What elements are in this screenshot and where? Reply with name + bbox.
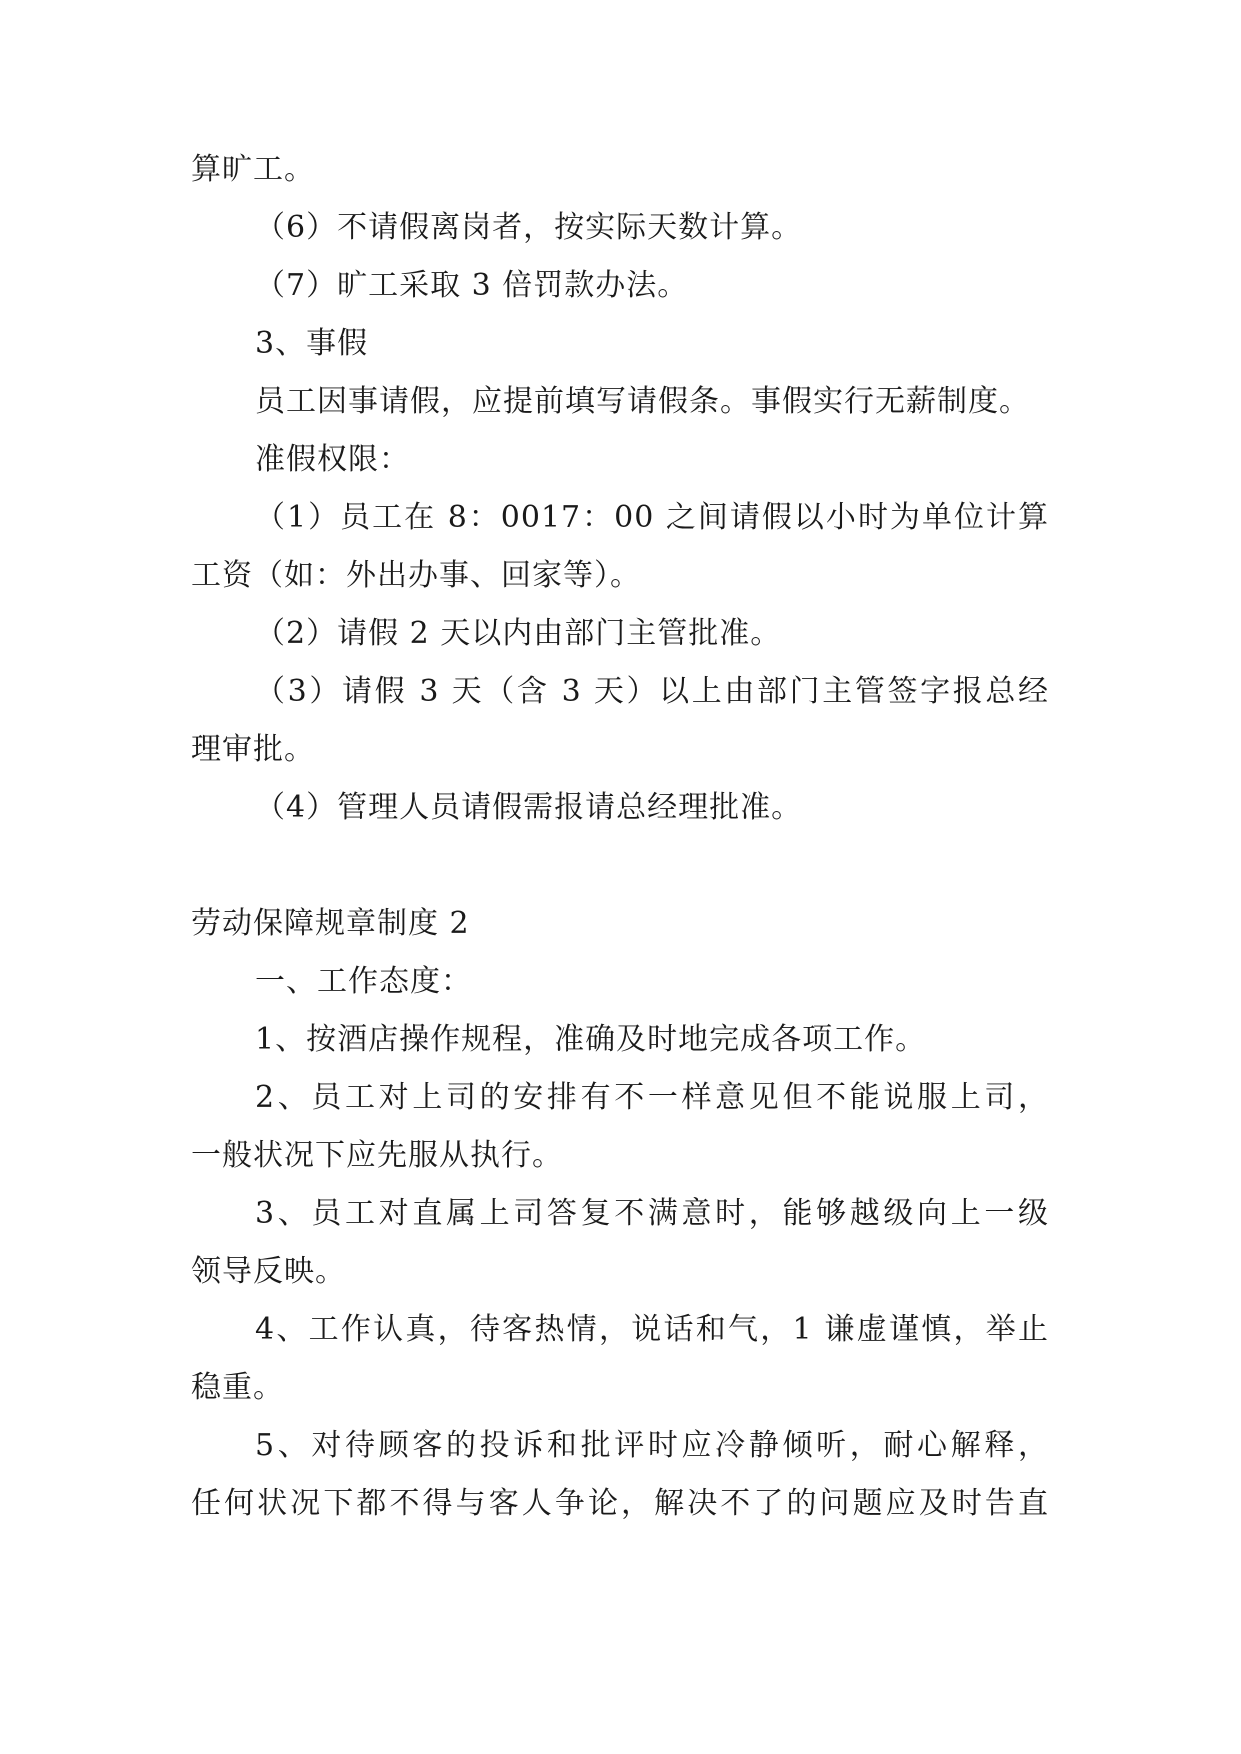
text-line: 4、工作认真，待客热情，说话和气，1 谦虚谨慎，举止 bbox=[255, 1312, 1049, 1347]
text-line: 一般状况下应先服从执行。 bbox=[191, 1138, 563, 1173]
text-line: （6）不请假离岗者，按实际天数计算。 bbox=[255, 210, 803, 245]
text-line: （3）请假 3 天（含 3 天）以上由部门主管签字报总经 bbox=[255, 674, 1049, 709]
text-line: 1、按酒店操作规程，准确及时地完成各项工作。 bbox=[255, 1022, 927, 1057]
text-line: 2、员工对上司的安排有不一样意见但不能说服上司， bbox=[255, 1080, 1049, 1115]
text-line: 一、工作态度： bbox=[255, 964, 472, 999]
text-line: 算旷工。 bbox=[191, 152, 315, 187]
text-line: 领导反映。 bbox=[191, 1254, 346, 1289]
text-line: （1）员工在 8：0017：00 之间请假以小时为单位计算 bbox=[255, 500, 1049, 535]
text-line: 3、员工对直属上司答复不满意时，能够越级向上一级 bbox=[255, 1196, 1049, 1231]
section-title: 劳动保障规章制度 2 bbox=[191, 906, 470, 941]
text-line: 稳重。 bbox=[191, 1370, 284, 1405]
text-line: 5、对待顾客的投诉和批评时应冷静倾听，耐心解释， bbox=[255, 1428, 1049, 1463]
text-line: 准假权限： bbox=[255, 442, 410, 477]
text-line: 员工因事请假，应提前填写请假条。事假实行无薪制度。 bbox=[255, 384, 1030, 419]
text-line: （4）管理人员请假需报请总经理批准。 bbox=[255, 790, 803, 825]
text-line: 3、事假 bbox=[255, 326, 369, 361]
text-line: 理审批。 bbox=[191, 732, 315, 767]
text-line: （2）请假 2 天以内由部门主管批准。 bbox=[255, 616, 782, 651]
text-line: 任何状况下都不得与客人争论，解决不了的问题应及时告直 bbox=[191, 1486, 1049, 1521]
text-line: （7）旷工采取 3 倍罚款办法。 bbox=[255, 268, 689, 303]
text-line: 工资（如：外出办事、回家等）。 bbox=[191, 558, 641, 593]
